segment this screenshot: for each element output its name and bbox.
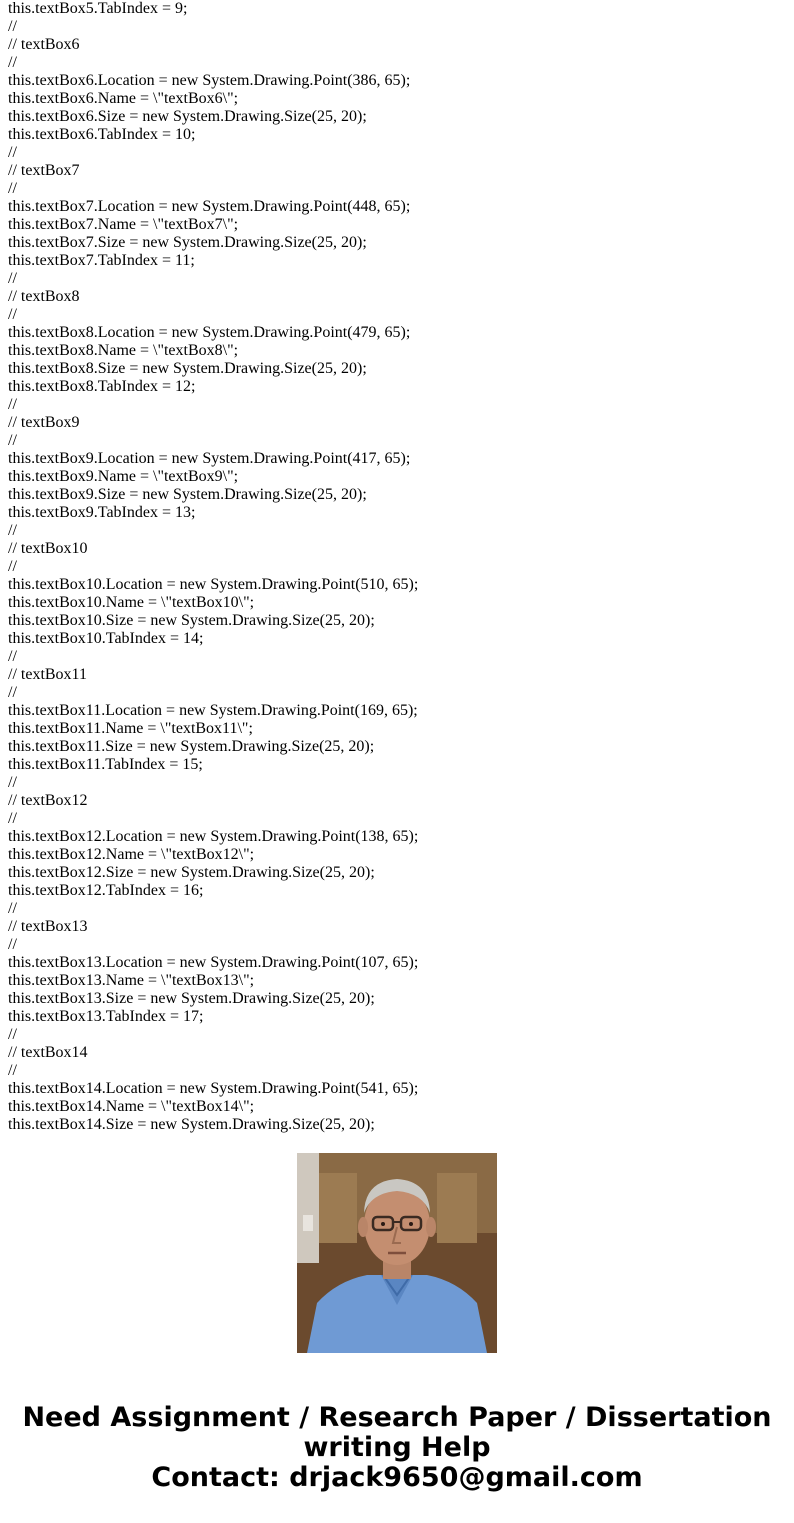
code-line: this.textBox7.Name = \"textBox7\";: [8, 216, 239, 233]
code-line: // textBox8: [8, 288, 80, 305]
code-line: //: [8, 54, 17, 71]
code-line: //: [8, 558, 17, 575]
code-line: this.textBox6.Name = \"textBox6\";: [8, 90, 239, 107]
code-line: // textBox11: [8, 666, 87, 683]
code-line: //: [8, 774, 17, 791]
code-line: //: [8, 684, 17, 701]
code-line: //: [8, 432, 17, 449]
code-line: this.textBox12.TabIndex = 16;: [8, 882, 204, 899]
promo-headline: Need Assignment / Research Paper / Dissertation: [22, 1402, 772, 1433]
promo-banner: [0, 1403, 794, 1493]
code-line: // textBox12: [8, 792, 88, 809]
code-line: this.textBox7.Location = new System.Drawing.Point(448, 65);: [8, 198, 411, 215]
code-line: //: [8, 900, 17, 917]
code-line: this.textBox13.Size = new System.Drawing.Size(25, 20);: [8, 990, 375, 1007]
code-line: this.textBox13.Name = \"textBox13\";: [8, 972, 255, 989]
code-line: this.textBox14.Name = \"textBox14\";: [8, 1098, 255, 1115]
code-line: this.textBox11.TabIndex = 15;: [8, 756, 203, 773]
code-line: this.textBox8.Location = new System.Drawing.Point(479, 65);: [8, 324, 411, 341]
code-line: //: [8, 1026, 17, 1043]
promo-contact: Contact: drjack9650@gmail.com: [151, 1462, 643, 1493]
code-line: // textBox9: [8, 414, 80, 431]
code-line: //: [8, 144, 17, 161]
code-line: this.textBox6.TabIndex = 10;: [8, 126, 196, 143]
code-line: this.textBox9.Location = new System.Drawing.Point(417, 65);: [8, 450, 411, 467]
code-line: this.textBox14.Location = new System.Drawing.Point(541, 65);: [8, 1080, 419, 1097]
code-line: //: [8, 810, 17, 827]
code-line: this.textBox6.Location = new System.Drawing.Point(386, 65);: [8, 72, 411, 89]
code-line: this.textBox9.Name = \"textBox9\";: [8, 468, 239, 485]
code-line: this.textBox6.Size = new System.Drawing.Size(25, 20);: [8, 108, 367, 125]
code-line: this.textBox13.Location = new System.Drawing.Point(107, 65);: [8, 954, 419, 971]
code-line: //: [8, 648, 17, 665]
code-line: this.textBox13.TabIndex = 17;: [8, 1008, 204, 1025]
code-line: //: [8, 396, 17, 413]
code-line: this.textBox10.TabIndex = 14;: [8, 630, 204, 647]
person-photo-icon: [297, 1153, 497, 1353]
code-line: //: [8, 1062, 17, 1079]
code-line: //: [8, 180, 17, 197]
code-line: this.textBox9.TabIndex = 13;: [8, 504, 196, 521]
code-line: //: [8, 522, 17, 539]
code-listing: [8, 0, 788, 1133]
code-line: this.textBox10.Size = new System.Drawing.Size(25, 20);: [8, 612, 375, 629]
code-line: this.textBox12.Name = \"textBox12\";: [8, 846, 255, 863]
code-line: //: [8, 306, 17, 323]
code-line: this.textBox8.TabIndex = 12;: [8, 378, 196, 395]
code-line: this.textBox14.Size = new System.Drawing.Size(25, 20);: [8, 1116, 375, 1133]
code-line: //: [8, 270, 17, 287]
code-line: this.textBox10.Location = new System.Drawing.Point(510, 65);: [8, 576, 419, 593]
code-line: this.textBox11.Size = new System.Drawing.Size(25, 20);: [8, 738, 375, 755]
code-line: this.textBox12.Size = new System.Drawing.Size(25, 20);: [8, 864, 375, 881]
code-line: this.textBox12.Location = new System.Drawing.Point(138, 65);: [8, 828, 419, 845]
code-line: // textBox7: [8, 162, 80, 179]
code-line: this.textBox8.Size = new System.Drawing.Size(25, 20);: [8, 360, 367, 377]
code-line: // textBox14: [8, 1044, 88, 1061]
code-line: // textBox10: [8, 540, 88, 557]
code-line: // textBox13: [8, 918, 88, 935]
code-line: this.textBox10.Name = \"textBox10\";: [8, 594, 255, 611]
code-line: this.textBox9.Size = new System.Drawing.Size(25, 20);: [8, 486, 367, 503]
code-line: this.textBox7.TabIndex = 11;: [8, 252, 195, 269]
code-line: this.textBox8.Name = \"textBox8\";: [8, 342, 239, 359]
code-line: this.textBox11.Location = new System.Drawing.Point(169, 65);: [8, 702, 418, 719]
code-line: // textBox6: [8, 36, 80, 53]
code-line: this.textBox11.Name = \"textBox11\";: [8, 720, 253, 737]
code-line: this.textBox5.TabIndex = 9;: [8, 0, 188, 17]
promo-subheadline: writing Help: [303, 1432, 491, 1463]
code-line: this.textBox7.Size = new System.Drawing.Size(25, 20);: [8, 234, 367, 251]
author-photo: [297, 1153, 497, 1353]
code-line: //: [8, 936, 17, 953]
code-line: //: [8, 18, 17, 35]
